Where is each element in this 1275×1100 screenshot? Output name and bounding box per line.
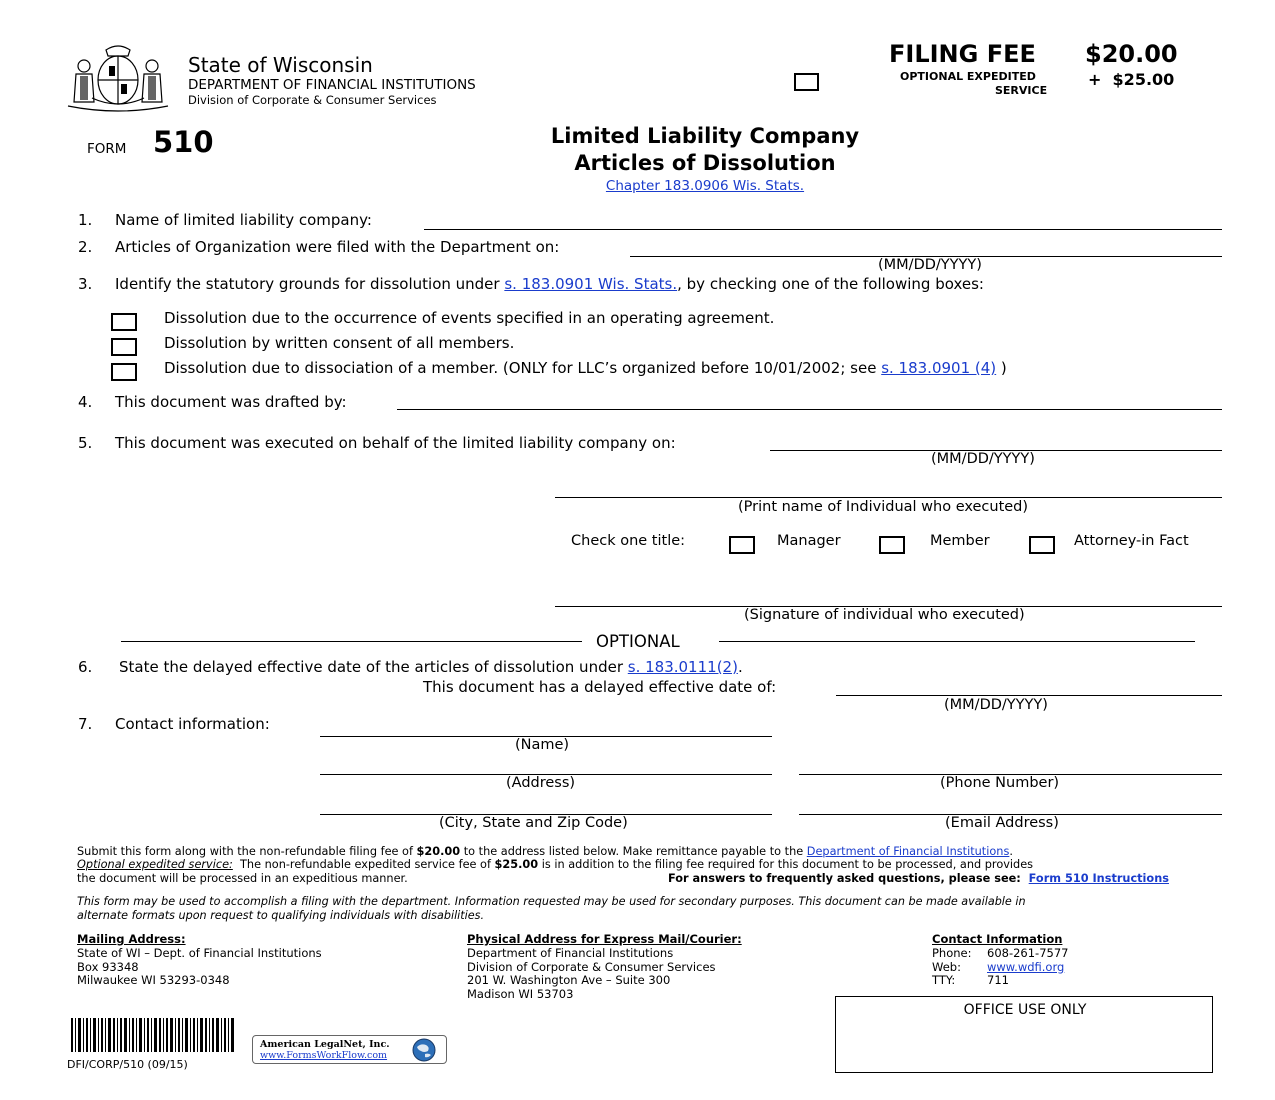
- physical-address-line-4: Madison WI 53703: [467, 987, 574, 1001]
- mailing-address-line-3: Milwaukee WI 53293-0348: [77, 973, 230, 987]
- item-1-number: 1.: [78, 211, 93, 229]
- dfi-link[interactable]: Department of Financial Institutions: [806, 845, 1010, 858]
- instructions-text-2: to the address listed below. Make remittance payable to the: [460, 845, 807, 858]
- contact-phone-hint: (Phone Number): [940, 775, 1060, 791]
- expedited-service-label: Optional expedited service:: [77, 858, 233, 871]
- delayed-effective-date-field[interactable]: [836, 695, 1222, 696]
- instructions-line-3: the document will be processed in an expeditious manner.: [77, 872, 408, 885]
- form-number: 510: [153, 125, 214, 159]
- phone-label: Phone:: [932, 946, 972, 960]
- delayed-date-hint: (MM/DD/YYYY): [944, 697, 1048, 713]
- delayed-date-label: This document has a delayed effective date of:: [423, 678, 777, 696]
- item-1-label: Name of limited liability company:: [115, 211, 372, 229]
- signature-hint: (Signature of individual who executed): [744, 607, 1025, 623]
- instructions-text-4: is in addition to the filing fee required for this document to be processed, and provides: [538, 858, 1034, 871]
- disclaimer-line-1: This form may be used to accomplish a filing with the department. Information requested may be used for secondary purposes. This document can be made available in: [77, 895, 1026, 908]
- disclaimer-line-2: alternate formats upon request to qualifying individuals with disabilities.: [77, 909, 485, 922]
- llc-name-field[interactable]: [424, 229, 1222, 230]
- item-3-text: Identify the statutory grounds for dissolution under: [115, 275, 505, 293]
- filing-fee-label: FILING FEE: [889, 40, 1036, 68]
- optional-rule-left: [121, 641, 582, 642]
- form-510-instructions-link[interactable]: Form 510 Instructions: [1028, 872, 1169, 885]
- item-3-number: 3.: [78, 275, 93, 293]
- mailing-address-title: Mailing Address:: [77, 932, 186, 946]
- division-name: Division of Corporate & Consumer Services: [188, 93, 437, 107]
- option-3-text: Dissolution due to dissociation of a member. (ONLY for LLC’s organized before 10/01/2002; see: [164, 359, 882, 377]
- item-6-text: State the delayed effective date of the articles of dissolution under: [119, 658, 628, 676]
- dissolution-option-3: [164, 359, 1007, 377]
- physical-address-line-1: Department of Financial Institutions: [467, 946, 674, 960]
- form-label: FORM: [87, 141, 127, 157]
- legalnet-badge[interactable]: [252, 1035, 447, 1064]
- item-6-text-end: .: [737, 658, 743, 676]
- check-title-label: Check one title:: [571, 533, 686, 549]
- legalnet-name: American LegalNet, Inc.: [260, 1039, 390, 1050]
- form-title-1: Limited Liability Company: [550, 124, 860, 148]
- print-name-hint: (Print name of Individual who executed): [738, 499, 1029, 515]
- manager-checkbox[interactable]: [729, 536, 755, 554]
- physical-address-line-2: Division of Corporate & Consumer Services: [467, 960, 716, 974]
- item-3-label: [115, 275, 984, 293]
- office-use-label: OFFICE USE ONLY: [963, 1002, 1087, 1018]
- department-name: DEPARTMENT OF FINANCIAL INSTITUTIONS: [188, 77, 476, 93]
- form-title-2: Articles of Dissolution: [574, 151, 836, 175]
- tty-label: TTY:: [932, 973, 956, 987]
- date-hint: (MM/DD/YYYY): [878, 257, 982, 273]
- legalnet-url[interactable]: www.FormsWorkFlow.com: [260, 1050, 388, 1061]
- contact-email-hint: (Email Address): [945, 815, 1059, 831]
- member-checkbox[interactable]: [879, 536, 905, 554]
- physical-address-line-3: 201 W. Washington Ave – Suite 300: [467, 973, 671, 987]
- dissolution-written-consent-checkbox[interactable]: [111, 338, 137, 356]
- mailing-address-line-2: Box 93348: [77, 960, 139, 974]
- faq-text: [668, 872, 1169, 885]
- option-3-text-end: ): [996, 359, 1007, 377]
- statute-link-183-0111[interactable]: s. 183.0111(2): [627, 658, 738, 676]
- phone-value: 608-261-7577: [987, 946, 1069, 960]
- expedited-label-1: OPTIONAL EXPEDITED: [900, 70, 1036, 83]
- attorney-in-fact-label: Attorney-in Fact: [1074, 533, 1189, 549]
- office-use-box: [835, 996, 1213, 1073]
- contact-name-hint: (Name): [515, 737, 570, 753]
- state-name: State of Wisconsin: [188, 53, 373, 77]
- state-seal: [62, 40, 174, 114]
- optional-rule-right: [719, 641, 1195, 642]
- item-2-label: Articles of Organization were filed with the Department on:: [115, 238, 560, 256]
- statute-link-183-0901-4[interactable]: s. 183.0901 (4): [881, 359, 997, 377]
- instructions-line-2: [77, 858, 1033, 871]
- item-7-label: Contact information:: [115, 715, 270, 733]
- expedited-amount: + $25.00: [1088, 70, 1175, 89]
- drafted-by-field[interactable]: [397, 409, 1222, 410]
- item-5-number: 5.: [78, 434, 93, 452]
- instructions-text: Submit this form along with the non-refundable filing fee of: [77, 845, 417, 858]
- chapter-link[interactable]: Chapter 183.0906 Wis. Stats.: [605, 178, 805, 194]
- manager-label: Manager: [777, 533, 841, 549]
- item-7-number: 7.: [78, 715, 93, 733]
- instructions-period: .: [1009, 845, 1013, 858]
- dissolution-operating-agreement-checkbox[interactable]: [111, 313, 137, 331]
- item-4-number: 4.: [78, 393, 93, 411]
- member-label: Member: [930, 533, 990, 549]
- filing-fee-amount: $20.00: [1085, 40, 1178, 68]
- item-6-number: 6.: [78, 658, 93, 676]
- item-6-label: [119, 658, 743, 676]
- optional-heading: OPTIONAL: [596, 632, 680, 651]
- expedited-fee-inline: $25.00: [494, 858, 539, 871]
- executed-date-hint: (MM/DD/YYYY): [931, 451, 1035, 467]
- item-5-label: This document was executed on behalf of the limited liability company on:: [115, 434, 676, 452]
- web-label: Web:: [932, 960, 961, 974]
- globe-icon: [412, 1038, 436, 1062]
- filing-fee-inline: $20.00: [416, 845, 461, 858]
- contact-info-title: Contact Information: [932, 932, 1063, 946]
- instructions-line-1: [77, 845, 1013, 858]
- expedited-label-2: SERVICE: [995, 84, 1048, 97]
- attorney-in-fact-checkbox[interactable]: [1029, 536, 1055, 554]
- item-4-label: This document was drafted by:: [115, 393, 347, 411]
- faq-label: For answers to frequently asked questions, please see:: [668, 872, 1021, 885]
- dissolution-option-1: Dissolution due to the occurrence of events specified in an operating agreement.: [164, 309, 775, 327]
- form-code: DFI/CORP/510 (09/15): [67, 1058, 188, 1071]
- physical-address-title: Physical Address for Express Mail/Courier:: [467, 932, 742, 946]
- barcode: [71, 1018, 235, 1052]
- item-2-number: 2.: [78, 238, 93, 256]
- instructions-text-3: The non-refundable expedited service fee of: [232, 858, 495, 871]
- mailing-address-line-1: State of WI – Dept. of Financial Institutions: [77, 946, 322, 960]
- tty-value: 711: [987, 973, 1009, 987]
- print-name-field[interactable]: [555, 497, 1222, 498]
- contact-city-hint: (City, State and Zip Code): [439, 815, 628, 831]
- dissolution-option-2: Dissolution by written consent of all members.: [164, 334, 515, 352]
- item-3-text-end: , by checking one of the following boxes:: [677, 275, 984, 293]
- contact-address-hint: (Address): [506, 775, 576, 791]
- statute-link-183-0901[interactable]: s. 183.0901 Wis. Stats.: [504, 275, 678, 293]
- dissolution-dissociation-checkbox[interactable]: [111, 363, 137, 381]
- expedited-service-checkbox[interactable]: [794, 73, 819, 91]
- web-link[interactable]: www.wdfi.org: [987, 960, 1065, 974]
